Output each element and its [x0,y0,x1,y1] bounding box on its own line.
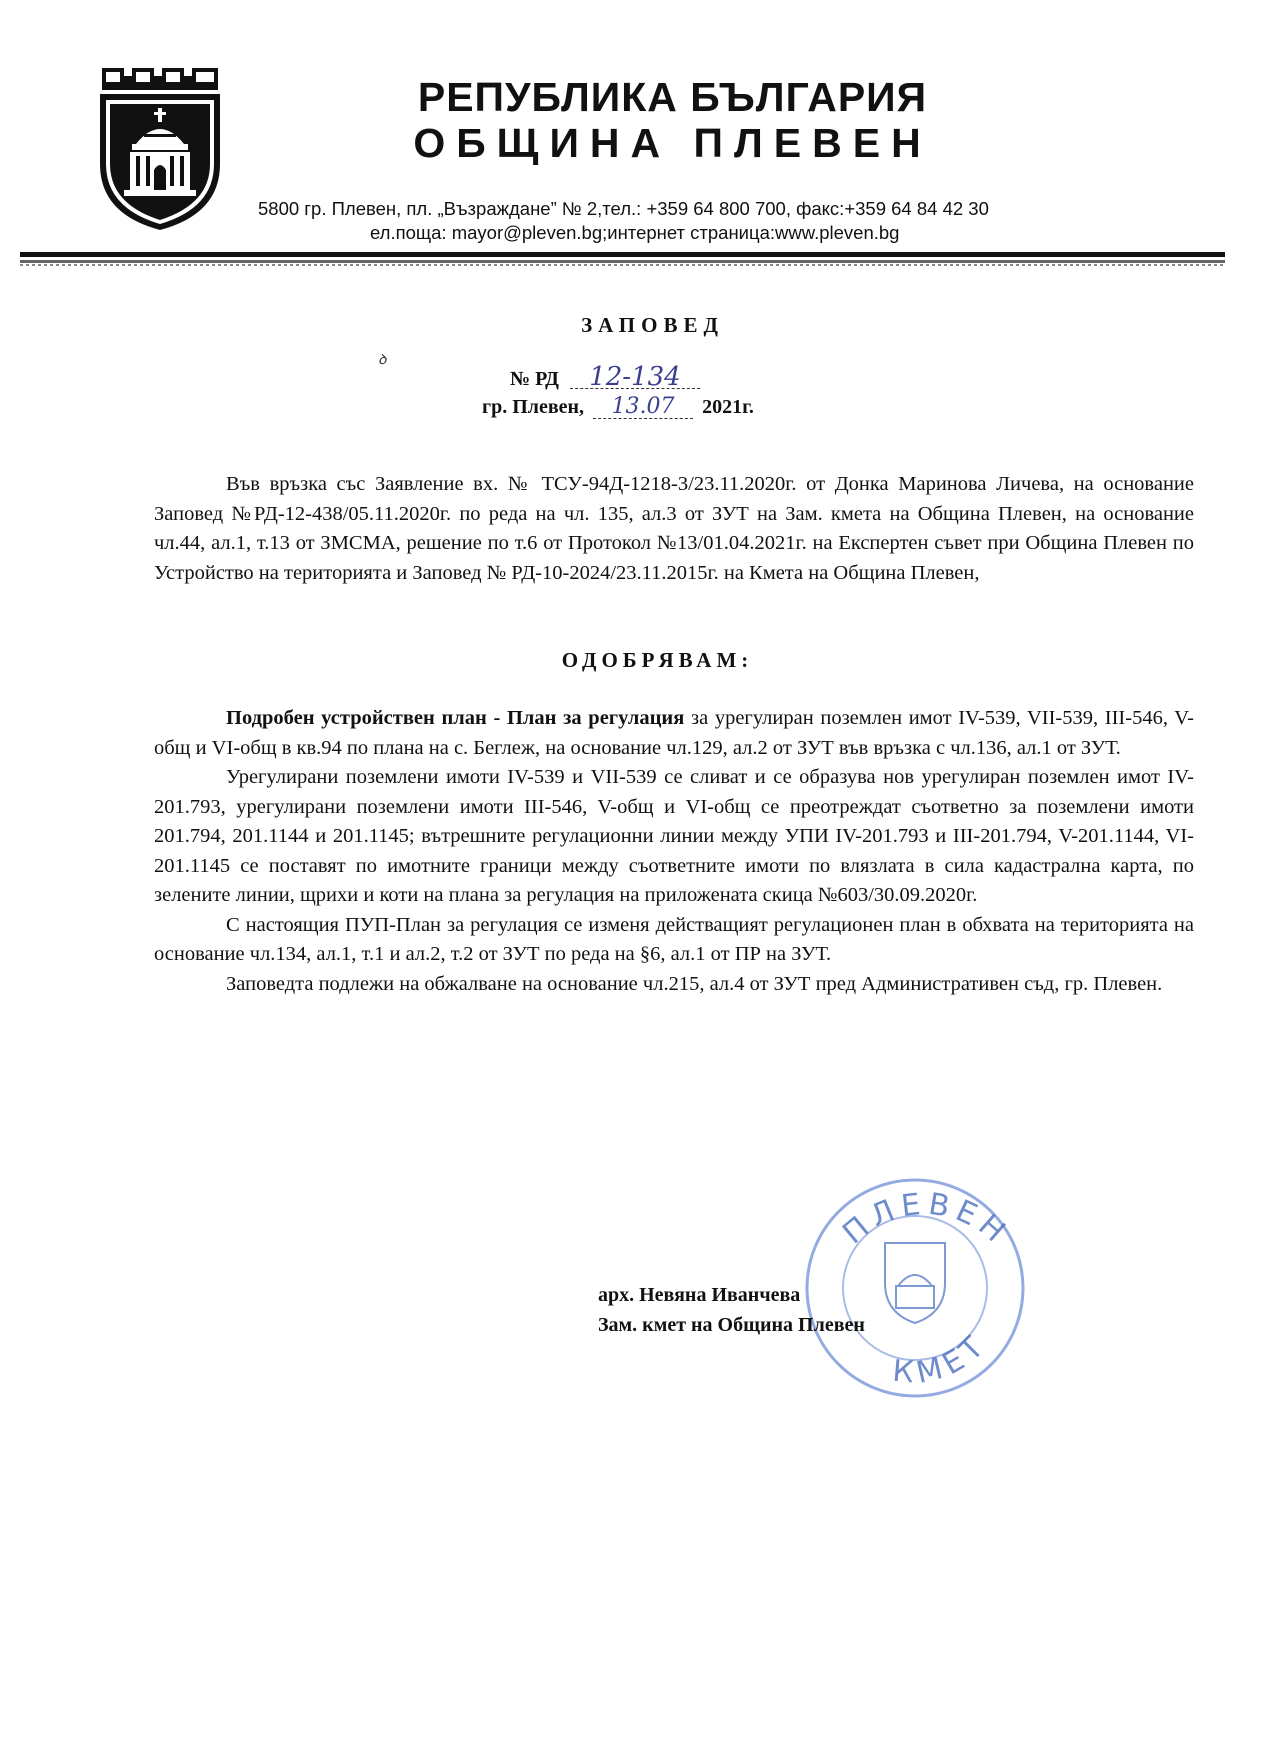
order-number [510,362,700,392]
order-year: 2021г. [702,396,754,418]
letterhead-divider-dotted [20,264,1225,266]
intro-text: Във връзка със Заявление вх. № ТСУ-94Д-1218-3/23.11.2020г. от Донка Маринова Личева, на основание Заповед №РД-12-438/05.11.2020г. по реда на чл. 135, ал.3 от ЗУТ на Зам. кмета на Община Плевен, на основание чл.44, ал.1, т.13 от ЗМСМА, решение по т.6 от Протокол №13/01.04.2021г. на Експертен съвет при Община Плевен по Устройство на територията и Заповед № РД-10-2024/23.11.2015г. на Кмета на Община Плевен, [154,473,1194,584]
intro-paragraph [154,470,1194,588]
stamp-text-top: ПЛЕВЕН [836,1186,1017,1254]
signatory-name: арх. Невяна Иванчева [598,1284,801,1306]
letterhead-address: 5800 гр. Плевен, пл. „Възраждане” № 2,тел.: +359 64 800 700, факс:+359 64 84 42 30 [258,198,989,219]
letterhead-contacts: ел.поща: mayor@pleven.bg;интернет страница:www.pleven.bg [370,222,900,243]
order-date-handwritten: 13.07 [593,396,693,419]
decision-paragraph-2: Урегулирани поземлени имоти IV-539 и VII-539 се сливат и се образува нов урегулиран поземлен имот IV-201.793, урегулирани поземлени имоти III-546, V-общ и VI-общ се преотреждат съответно за поземлени имоти 201.794, 201.1144 и 201.1145; вътрешните регулационни линии между УПИ IV-201.793 и III-201.794, V-201.1144, VI-201.1145 се поставят по имотните граници между съответните имоти по влязлата в сила кадастрална карта, по зелените линии, щрихи и коти на плана за регулация на приложената скица №603/30.09.2020г. [154,766,1194,906]
order-place: гр. Плевен, [482,396,585,418]
signatory-position: Зам. кмет на Община Плевен [598,1314,865,1336]
decision-paragraph-4: Заповедта подлежи на обжалване на основание чл.215, ал.4 от ЗУТ пред Административен съд, гр. Плевен. [226,972,1163,995]
svg-text:КМЕТ [891,1326,995,1391]
official-stamp [790,1168,1040,1408]
pen-mark: ꝺ [378,353,387,368]
letterhead-title-country: РЕПУБЛИКА БЪЛГАРИЯ [417,74,928,120]
stamp-text-bottom: КМЕТ [891,1326,995,1392]
approve-heading: ОДОБРЯВАМ: [561,648,754,672]
letterhead-title-municipality: ОБЩИНА ПЛЕВЕН [413,120,932,166]
order-number-handwritten: 12-134 [570,366,700,389]
letterhead-divider [20,252,1225,257]
letterhead-divider-secondary [20,260,1225,263]
decision-paragraphs [154,704,1194,999]
plan-description: за урегулиран поземлен имот IV-539, VII-539, III-546, V-общ и VI-общ в кв.94 по плана на с. Беглеж, на основание чл.129, ал.2 от ЗУТ във връзка с чл.136, ал.1 от ЗУТ. [154,707,1194,759]
plan-title: Подробен устройствен план - План за регулация [226,707,685,729]
order-title: ЗАПОВЕД [581,313,724,337]
order-number-prefix: № РД [510,368,559,390]
stamp-coat-of-arms-icon [885,1243,945,1323]
decision-paragraph-3: С настоящия ПУП-План за регулация се изменя действащият регулационен план в обхвата на територията на основание чл.134, ал.1, т.1 и ал.2, т.2 от ЗУТ по реда на §6, ал.1 от ПР на ЗУТ. [154,913,1194,965]
decision-paragraph-1 [154,704,1194,763]
order-place-date [482,396,754,419]
